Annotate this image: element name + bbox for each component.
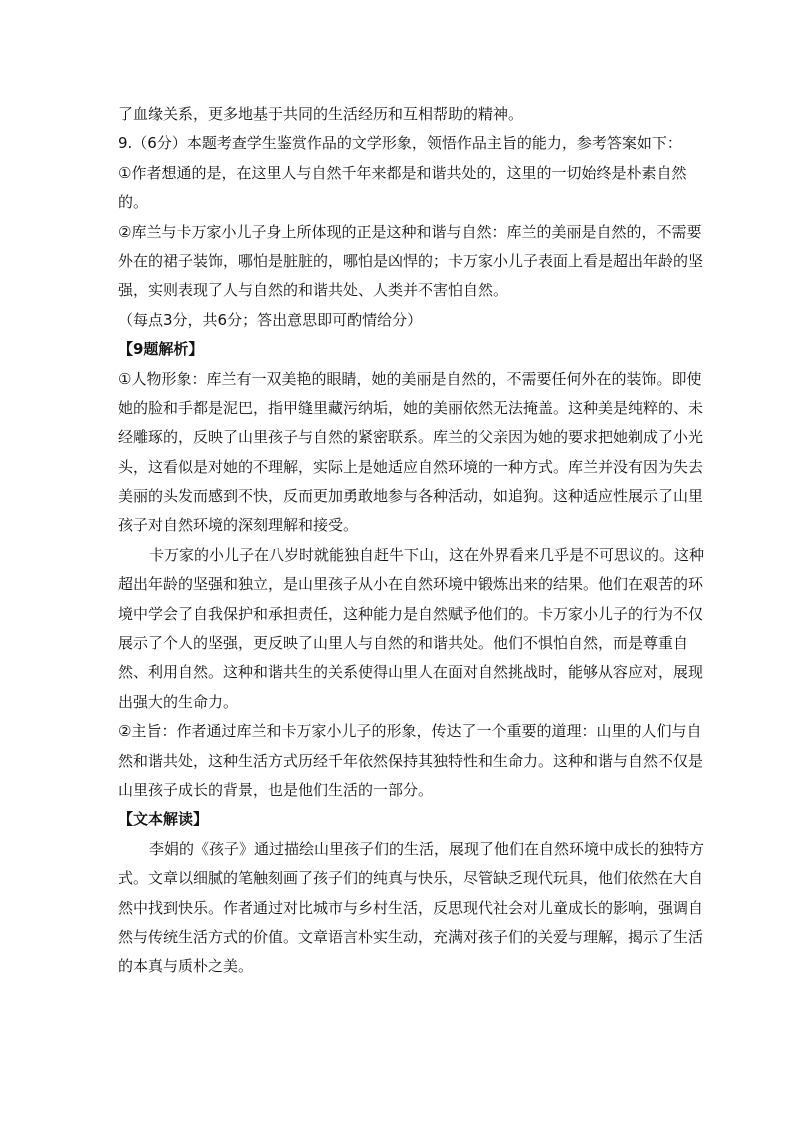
text-line: 了血缘关系，更多地基于共同的生活经历和互相帮助的精神。 xyxy=(118,105,524,123)
text-line: 强，实则表现了人与自然的和谐共处、人类并不害怕自然。 xyxy=(118,281,509,300)
document-body xyxy=(118,100,705,982)
text-line: 山里孩子成长的背景，也是他们生活的一部分。 xyxy=(118,780,434,799)
text-line: （每点3分，共6分；答出意思即可酌情给分） xyxy=(118,310,423,329)
text-line: 超出年龄的坚强和独立，是山里孩子从小在自然环境中锻炼出来的结果。他们在艰苦的环 xyxy=(118,575,704,594)
text-line: 的本真与质朴之美。 xyxy=(118,957,254,976)
text-line: 孩子对自然环境的深刻理解和接受。 xyxy=(118,516,359,535)
text-line: 她的脸和手都是泥巴，指甲缝里藏污纳垢，她的美丽依然无法掩盖。这种美是纯粹的、未 xyxy=(118,398,704,417)
section-heading: 【文本解读】 xyxy=(118,810,209,829)
text-line: 美丽的头发而感到不快，反而更加勇敢地参与各种活动，如追狗。这种适应性展示了山里 xyxy=(118,487,704,506)
section-heading: 【9题解析】 xyxy=(118,340,204,359)
text-line: 外在的裙子装饰，哪怕是脏脏的，哪怕是凶悍的；卡万家小儿子表面上看是超出年龄的坚 xyxy=(118,251,704,270)
text-line: 的。 xyxy=(118,193,149,212)
text-line: 境中学会了自我保护和承担责任，这种能力是自然赋予他们的。卡万家小儿子的行为不仅 xyxy=(118,604,704,623)
text-line: 式。文章以细腻的笔触刻画了孩子们的纯真与快乐，尽管缺乏现代玩具，他们依然在大自 xyxy=(118,869,704,888)
text-line: 出强大的生命力。 xyxy=(118,692,239,711)
text-line: 经雕琢的，反映了山里孩子与自然的紧密联系。库兰的父亲因为她的要求把她剃成了小光 xyxy=(118,428,704,447)
text-line: 然中找到快乐。作者通过对比城市与乡村生活，反思现代社会对儿童成长的影响，强调自 xyxy=(118,898,704,917)
text-line: 然与传统生活方式的价值。文章语言朴实生动，充满对孩子们的关爱与理解，揭示了生活 xyxy=(118,927,704,946)
text-line: ②主旨：作者通过库兰和卡万家小儿子的形象，传达了一个重要的道理：山里的人们与自 xyxy=(118,722,702,741)
text-line: 然和谐共处，这种生活方式历经千年依然保持其独特性和生命力。这种和谐与自然不仅是 xyxy=(118,751,704,770)
text-line: 9.（6分）本题考查学生鉴赏作品的文学形象，领悟作品主旨的能力，参考答案如下： xyxy=(118,134,682,153)
text-line: 然、利用自然。这种和谐共生的关系使得山里人在面对自然挑战时，能够从容应对，展现 xyxy=(118,663,704,682)
text-line: ①人物形象：库兰有一双美艳的眼睛，她的美丽是自然的，不需要任何外在的装饰。即使 xyxy=(118,369,702,388)
text-line: ②库兰与卡万家小儿子身上所体现的正是这种和谐与自然：库兰的美丽是自然的，不需要 xyxy=(118,222,702,241)
text-line: 卡万家的小儿子在八岁时就能独自赶牛下山，这在外界看来几乎是不可思议的。这种 xyxy=(149,545,705,564)
text-line: 头，这看似是对她的不理解，实际上是她适应自然环境的一种方式。库兰并没有因为失去 xyxy=(118,457,704,476)
text-line: ①作者想通的是，在这里人与自然千年来都是和谐共处的，这里的一切始终是朴素自然 xyxy=(118,163,687,182)
text-line: 展示了个人的坚强，更反映了山里人与自然的和谐共处。他们不惧怕自然，而是尊重自 xyxy=(118,634,689,653)
text-line: 李娟的《孩子》通过描绘山里孩子们的生活，展现了他们在自然环境中成长的独特方 xyxy=(149,839,705,858)
